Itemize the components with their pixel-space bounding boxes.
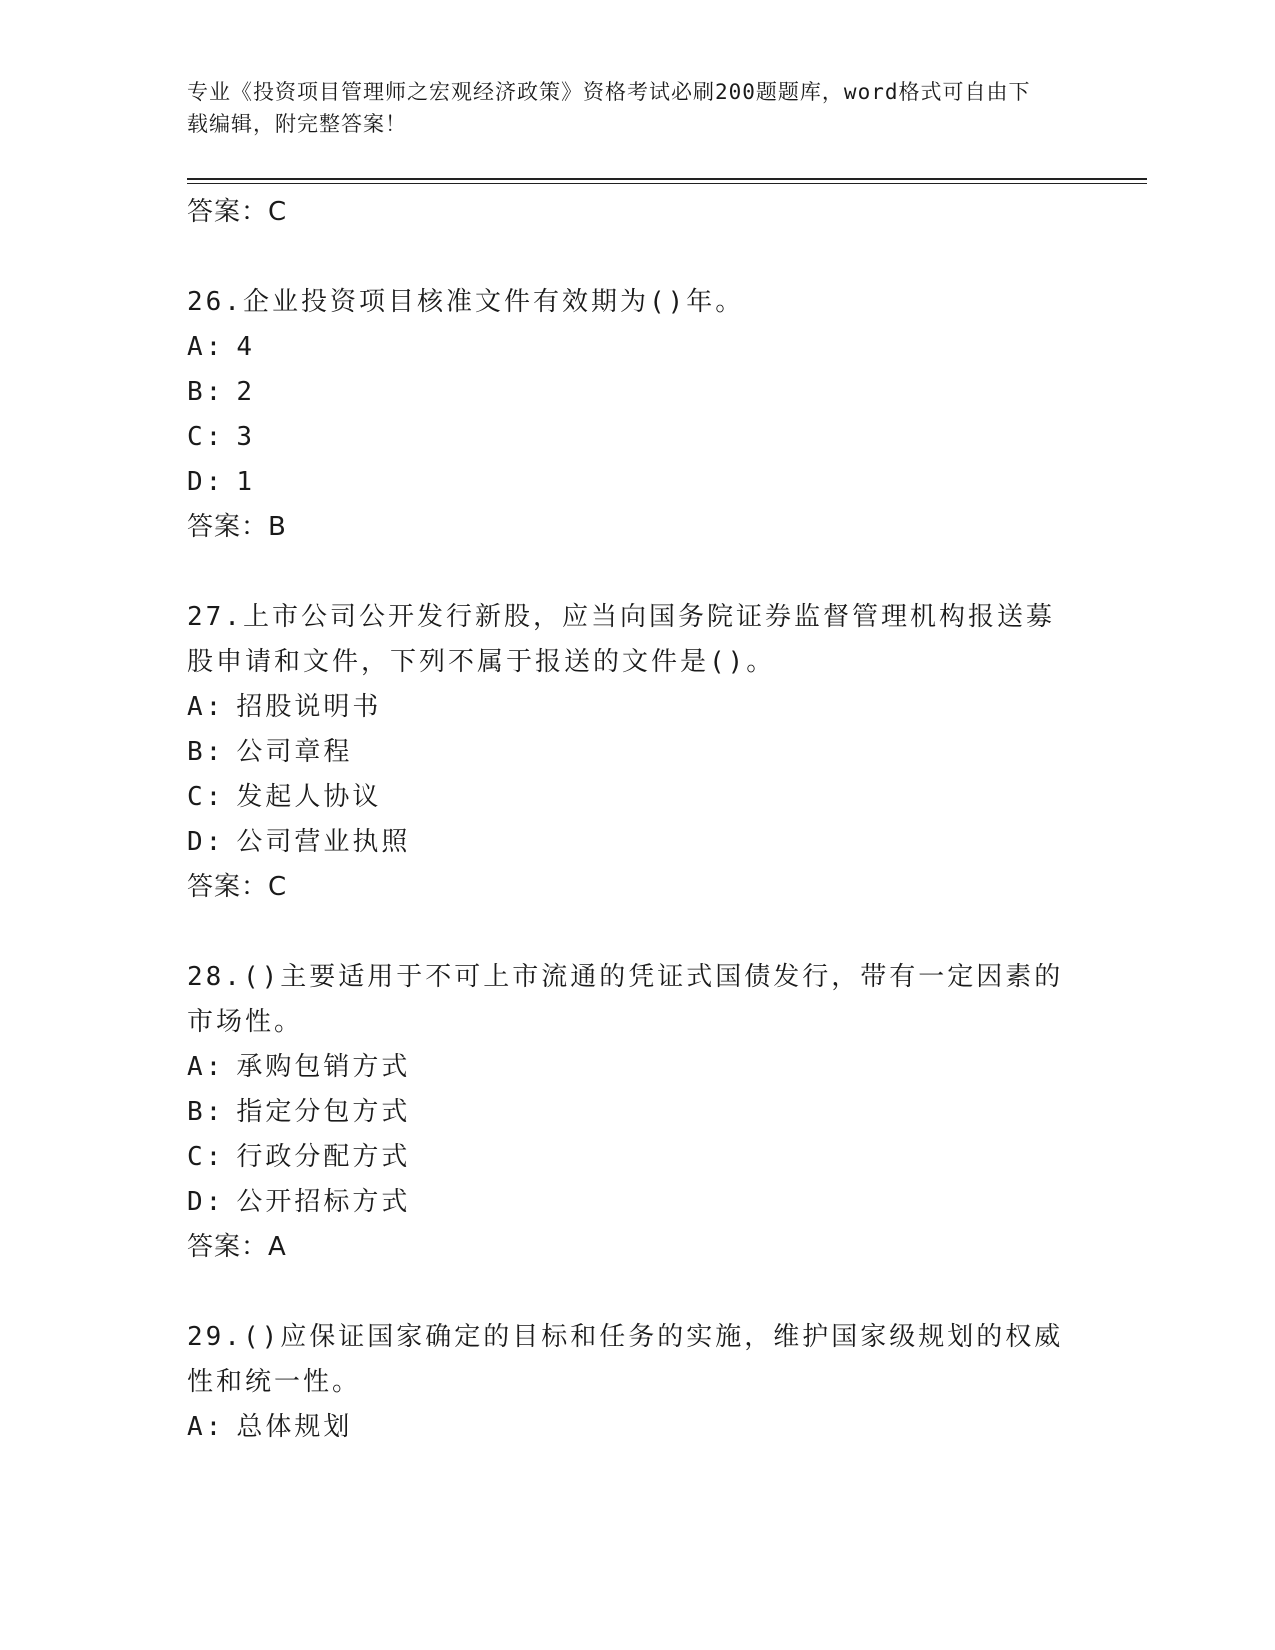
question-block: [187, 955, 1067, 1270]
question-text: 26.企业投资项目核准文件有效期为()年。: [187, 287, 745, 317]
option-letter: A:: [187, 1052, 225, 1082]
question-text: 28.()主要适用于不可上市流通的凭证式国债发行，带有一定因素的市场性。: [187, 962, 1064, 1037]
option-d: [187, 1180, 1067, 1225]
option-a: [187, 1405, 1067, 1450]
option-text: 3: [236, 422, 255, 452]
option-letter: D:: [187, 467, 225, 497]
option-letter: B:: [187, 737, 225, 767]
option-letter: C:: [187, 1142, 225, 1172]
option-text: 公开招标方式: [236, 1187, 411, 1217]
option-c: [187, 1135, 1067, 1180]
question-block: [187, 595, 1067, 910]
option-a: [187, 685, 1067, 730]
question-block: [187, 1315, 1067, 1450]
option-text: 总体规划: [236, 1412, 353, 1442]
option-b: [187, 730, 1067, 775]
header-rule-thick: [187, 178, 1147, 180]
option-letter: A:: [187, 1412, 225, 1442]
option-a: [187, 325, 1067, 370]
question-list: [187, 190, 1067, 1450]
option-letter: C:: [187, 782, 225, 812]
option-text: 承购包销方式: [236, 1052, 411, 1082]
option-text: 1: [236, 467, 255, 497]
option-a: [187, 1045, 1067, 1090]
option-b: [187, 1090, 1067, 1135]
option-text: 公司营业执照: [236, 827, 411, 857]
option-text: 行政分配方式: [236, 1142, 411, 1172]
option-letter: A:: [187, 332, 225, 362]
option-letter: C:: [187, 422, 225, 452]
answer-line: 答案：C: [187, 872, 288, 902]
option-b: [187, 370, 1067, 415]
question-text: 27.上市公司公开发行新股，应当向国务院证券监督管理机构报送募股申请和文件，下列不属于报送的文件是()。: [187, 602, 1055, 677]
option-c: [187, 775, 1067, 820]
option-d: [187, 460, 1067, 505]
option-letter: D:: [187, 1187, 225, 1217]
question-block: [187, 280, 1067, 550]
option-letter: D:: [187, 827, 225, 857]
question-text: 29.()应保证国家确定的目标和任务的实施，维护国家级规划的权威性和统一性。: [187, 1322, 1064, 1397]
option-text: 招股说明书: [236, 692, 382, 722]
option-letter: B:: [187, 1097, 225, 1127]
answer-line: 答案：C: [187, 197, 288, 227]
option-text: 指定分包方式: [236, 1097, 411, 1127]
option-text: 公司章程: [236, 737, 353, 767]
document-header: 专业《投资项目管理师之宏观经济政策》资格考试必刷200题题库，word格式可自由下载编辑，附完整答案！: [187, 80, 1031, 136]
option-text: 4: [236, 332, 255, 362]
option-letter: A:: [187, 692, 225, 722]
option-d: [187, 820, 1067, 865]
option-text: 2: [236, 377, 255, 407]
header-rule-thin: [187, 183, 1147, 184]
option-text: 发起人协议: [236, 782, 382, 812]
option-c: [187, 415, 1067, 460]
answer-line: 答案：B: [187, 512, 287, 542]
option-letter: B:: [187, 377, 225, 407]
answer-line: 答案：A: [187, 1232, 287, 1262]
